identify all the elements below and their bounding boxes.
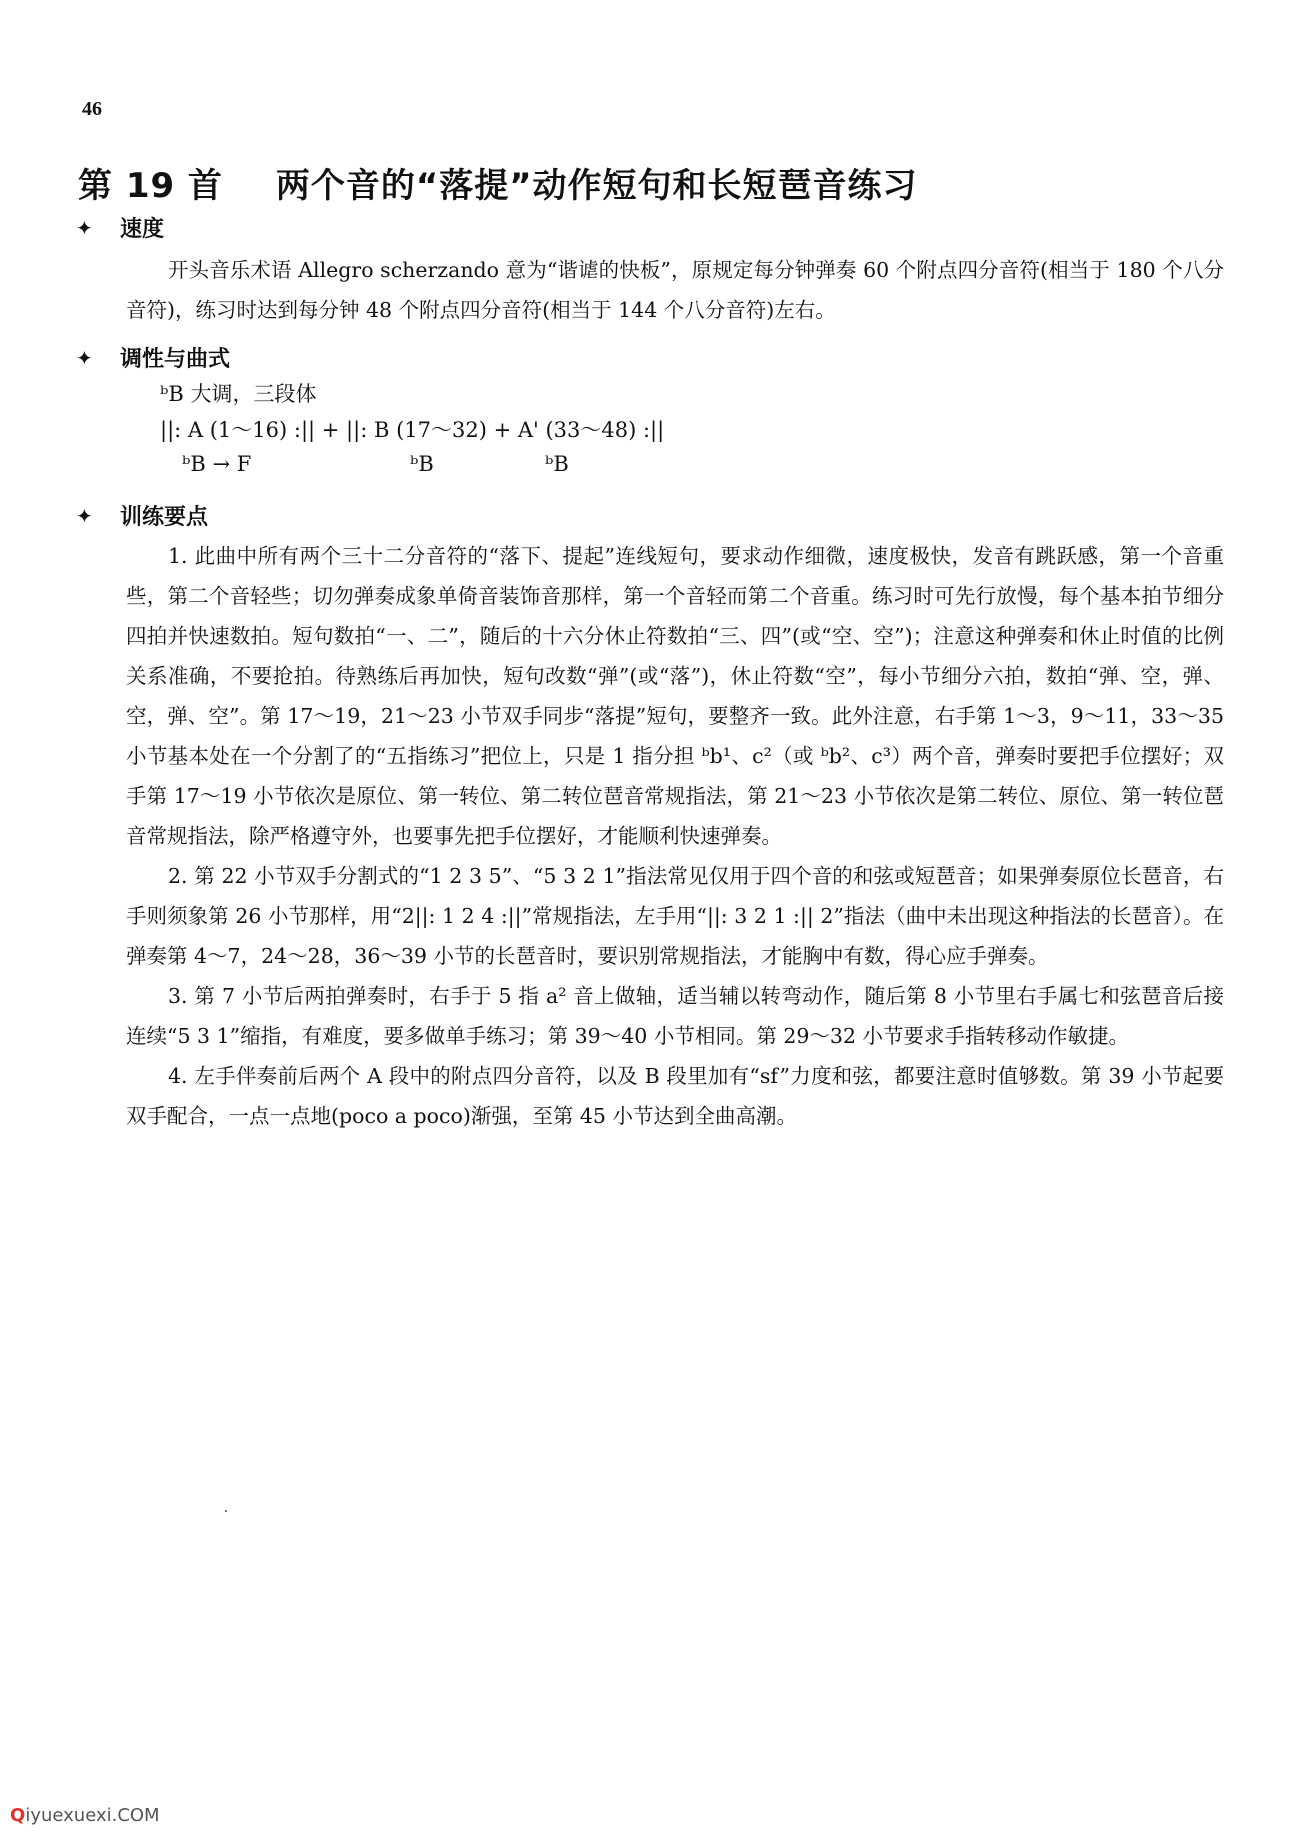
form-line: ||: A (1～16) :|| + ||: B (17～32) + A' (33～48) :||	[160, 418, 665, 442]
section-heading-label: 训练要点	[120, 505, 209, 530]
training-point-3: 3. 第 7 小节后两拍弹奏时，右手于 5 指 a² 音上做轴，适当辅以转弯动作，随后第 8 小节里右手属七和弦琶音后接连续“5 3 1”缩指，有难度，要多做单手练习；第 39～40 小节相同。第 29～32 小节要求手指转移动作敏捷。	[126, 984, 1224, 1048]
four-point-star-icon: ✦	[76, 345, 93, 370]
section-heading-label: 速度	[120, 217, 165, 242]
tempo-text: 开头音乐术语 Allegro scherzando 意为“谐谑的快板”，原规定每分钟弹奏 60 个附点四分音符(相当于 180 个八分音符)，练习时达到每分钟 48 个附点四分音符(相当于 144 个八分音符)左右。	[126, 258, 1224, 322]
training-paragraphs	[126, 536, 1224, 1136]
key-label-c: ᵇB	[545, 452, 569, 476]
section-heading-training	[76, 500, 208, 531]
key-label-a: ᵇB → F	[182, 452, 252, 476]
stray-mark	[225, 1510, 227, 1512]
training-point-1: 1. 此曲中所有两个三十二分音符的“落下、提起”连线短句，要求动作细微，速度极快，发音有跳跃感，第一个音重些，第二个音轻些；切勿弹奏成象单倚音装饰音那样，第一个音轻而第二个音重。练习时可先行放慢，每个基本拍节细分四拍并快速数拍。短句数拍“一、二”，随后的十六分休止符数拍“三、四”(或“空、空”)；注意这种弹奏和休止时值的比例关系准确，不要抢拍。待熟练后再加快，短句改数“弹”(或“落”)，休止符数“空”，每小节细分六拍，数拍“弹、空，弹、空，弹、空”。第 17～19，21～23 小节双手同步“落提”短句，要整齐一致。此外注意，右手第 1～3，9～11，33～35 小节基本处在一个分割了的“五指练习”把位上，只是 1 指分担 ᵇb¹、c²（或 ᵇb²、c³）两个音，弹奏时要把手位摆好；双手第 17～19 小节依次是原位、第一转位、第二转位琶音常规指法，第 21～23 小节依次是第二转位、原位、第一转位琶音常规指法，除严格遵守外，也要事先把手位摆好，才能顺利快速弹奏。	[126, 544, 1224, 848]
tempo-paragraph	[126, 250, 1224, 330]
watermark-text: iyuexuexi.COM	[25, 1805, 160, 1826]
four-point-star-icon: ✦	[76, 503, 93, 528]
key-line: ᵇB 大调，三段体	[160, 382, 317, 406]
piece-title: 两个音的“落提”动作短句和长短琶音练习	[275, 166, 918, 206]
training-point-2: 2. 第 22 小节双手分割式的“1 2 3 5”、“5 3 2 1”指法常见仅用于四个音的和弦或短琶音；如果弹奏原位长琶音，右手则须象第 26 小节那样，用“2||: 1 2 4 :||”常规指法，左手用“||: 3 2 1 :|| 2”指法（曲中未出现这种指法的长琶音）。在弹奏第 4～7，24～28，36～39 小节的长琶音时，要识别常规指法，才能胸中有数，得心应手弹奏。	[126, 864, 1224, 968]
training-point-4: 4. 左手伴奏前后两个 A 段中的附点四分音符，以及 B 段里加有“sf”力度和弦，都要注意时值够数。第 39 小节起要双手配合，一点一点地(poco a poco)渐强，至第 45 小节达到全曲高潮。	[126, 1064, 1224, 1128]
key-label-b: ᵇB	[410, 452, 434, 476]
section-heading-key-form	[76, 342, 230, 373]
four-point-star-icon: ✦	[76, 215, 93, 240]
piece-number: 第 19 首	[78, 166, 223, 206]
section-heading-tempo	[76, 212, 164, 243]
watermark-q: Q	[10, 1805, 26, 1826]
page-title	[78, 158, 1228, 207]
section-heading-label: 调性与曲式	[120, 347, 231, 372]
watermark	[10, 1805, 160, 1826]
page-number: 46	[82, 98, 102, 120]
